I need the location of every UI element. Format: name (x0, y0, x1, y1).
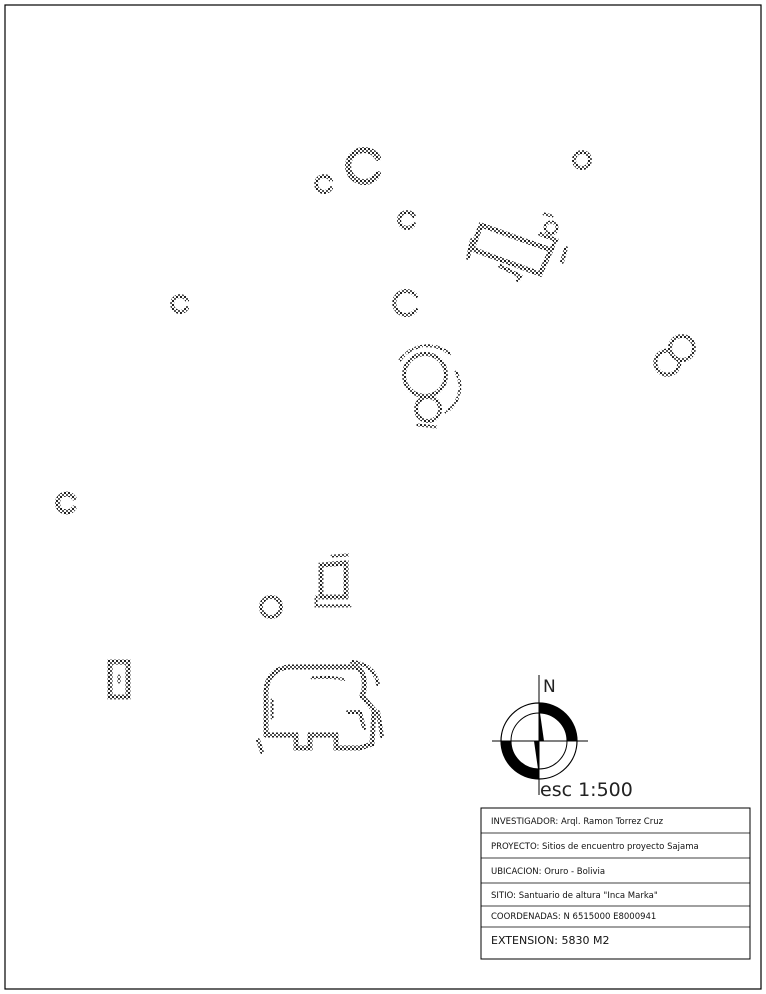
north-arrow (492, 675, 588, 795)
coordenadas-field: COORDENADAS: N 6515000 E8000941 (491, 912, 657, 922)
central-wall-arc-3 (418, 425, 436, 427)
proyecto-field: PROYECTO: Sitios de encuentro proyecto Sajama (491, 842, 699, 852)
circular-structure-2 (316, 176, 331, 192)
circular-structure-8 (261, 597, 281, 617)
rect-building-center-wall-2 (332, 555, 348, 556)
title-block (481, 808, 750, 959)
circular-structure-7 (58, 494, 74, 512)
north-label: N (543, 677, 556, 697)
main-building-outer-sw (258, 740, 262, 752)
rect-building-center (321, 563, 346, 597)
circular-structure-1 (348, 150, 378, 182)
ruin-features (58, 150, 694, 752)
rect-building-ne-tower (545, 222, 557, 234)
sitio-field: SITIO: Santuario de altura "Inca Marka" (491, 891, 658, 901)
twin-circle-b (655, 351, 679, 375)
central-round-annex (416, 397, 440, 421)
extension-field: EXTENSION: 5830 M2 (491, 934, 610, 947)
main-building-inner-wall (348, 712, 364, 728)
main-building-west-wall (266, 667, 288, 735)
scale-label: esc 1:500 (540, 779, 633, 801)
rect-building-ne-wall-1 (468, 240, 472, 258)
circular-structure-4 (399, 212, 414, 228)
rect-building-ne-wall-3 (562, 248, 566, 262)
twin-circle-a (670, 336, 694, 360)
investigador-field: INVESTIGADOR: Arql. Ramon Torrez Cruz (491, 817, 664, 827)
central-round-structure (404, 354, 446, 396)
circular-structure-6 (394, 291, 416, 315)
main-building (288, 667, 364, 696)
rect-building-ne-wall-4 (544, 214, 552, 216)
circular-structure-3 (574, 152, 590, 168)
central-wall-arc-2 (446, 372, 460, 412)
circular-structure-5 (172, 296, 187, 312)
main-building-outer-east (378, 712, 382, 736)
main-building-south-wall (266, 735, 360, 748)
main-building-inner-curve (312, 677, 346, 680)
ubicacion-field: UBICACION: Oruro - Bolivia (491, 867, 606, 877)
